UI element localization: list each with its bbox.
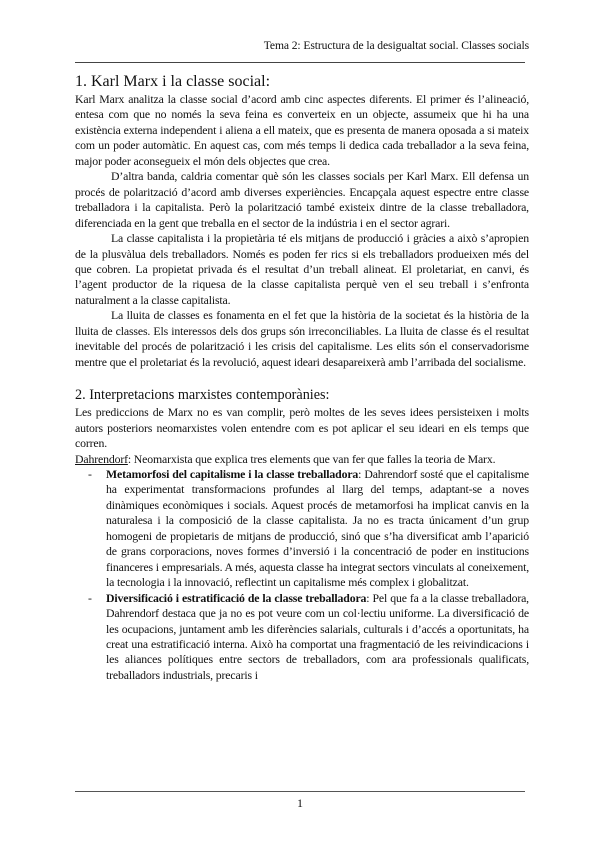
author-text: : Neomarxista que explica tres elements que van fer que falles la teoria de Marx. <box>127 451 496 466</box>
document-body <box>75 71 529 683</box>
list-item-text: : Dahrendorf sosté que el capitalisme ha experimentat transformacions profundes al llarg del temps, adaptant-se a noves dinàmiques econòmiques i socials. Aquest procés de metamorfosi ha implicat canvis en la naturalesa i la composició de la classe capitalista. Ja no es tracta únicament d’un grup homogeni de propietaris de mitjans de producció, sinó que s’ha diversificat amb l’aparició de grans corporacions, noves formes d’inversió i la concentració de poder en institucions financeres i empresarials. A més, aquesta classe ha integrat sectors vinculats al coneixement, la tecnologia i la innovació, reflectint un capitalisme més complex i globalitzat. <box>106 466 529 590</box>
author-paragraph <box>75 452 529 467</box>
section-1-paragraph: La lluita de classes es fonamenta en el fet que la història de la societat és la història de la lluita de classes. Els interessos dels dos grups són irreconciliables. La lluita de classe és el resultat inevitable del procés de polarització i les crisis del capitalisme. Les elits són el conservadorisme mentre que el proletariat és la revolució, aquest ideari desapareixerà amb l’arribada del socialisme. <box>75 308 529 369</box>
section-2-title: 2. Interpretacions marxistes contemporànies: <box>75 387 330 404</box>
list-item-heading: Diversificació i estratificació de la classe treballadora <box>106 590 367 605</box>
page-number: 1 <box>297 796 303 810</box>
section-1-paragraph: Karl Marx analitza la classe social d’acord amb cinc aspectes diferents. El primer és l’alineació, entesa com que no només la seva feina es converteix en un objecte, assumeix que hi ha una existència externa independent i aliena a ell mateix, que es presenta de manera oposada a si mateix com un poder automàtic. En aquest cas, com més temps li dedica cada treballador a la seva feina, major poder aconsegueix el món dels objectes que crea. <box>75 92 529 168</box>
list-item <box>75 591 529 684</box>
header-rule <box>75 62 525 63</box>
dash-bullet: - <box>88 590 92 605</box>
list-item <box>75 467 529 591</box>
running-header: Tema 2: Estructura de la desigualtat social. Classes socials <box>263 39 529 52</box>
list-item-text: : Pel que fa a la classe treballadora, Dahrendorf destaca que ja no es pot veure com un col·lectiu uniforme. La diversificació de les ocupacions, juntament amb les diferències salarials, culturals i d’accés a oportunitats, ha creat una estratificació interna. Això ha comportat una fragmentació de les reivindicacions i les aliances polítiques entre sectors de treballadors, com ara professionals qualificats, treballadors industrials, precaris i <box>106 590 529 682</box>
section-1-paragraph: D’altra banda, caldria comentar què són les classes socials per Karl Marx. Ell defensa un procés de polarització d’acord amb diverses experiències. Encapçala aquest espectre entre classe treballadora i la capitalista. Però la polarització també existeix dintre de la classe treballadora, diferenciada en la gent que treballa en el sector de la indústria i en el sector agrari. <box>75 169 529 230</box>
dash-bullet: - <box>88 466 92 481</box>
author-label: Dahrendorf <box>75 451 128 466</box>
section-1-title: 1. Karl Marx i la classe social: <box>75 73 271 90</box>
section-1-paragraph: La classe capitalista i la propietària té els mitjans de producció i gràcies a això s’apropien de la plusvàlua dels treballadors. Només es poden fer rics si els treballadors produeixen més del que cobren. La propietat privada és el resultat d’un treball alineat. El proletariat, en canvi, és l’agent productor de la riquesa de la classe capitalista perquè ven el seu treball i s’enfronta naturalment a la classe capitalista. <box>75 231 529 307</box>
list-item-heading: Metamorfosi del capitalisme i la classe treballadora <box>106 466 359 481</box>
section-2-intro: Les prediccions de Marx no es van complir, però moltes de les seves idees persisteixen i molts autors posteriors neomarxistes volen entendre com es pot aplicar el seu ideari en els temps que corren. <box>75 405 529 451</box>
footer-rule <box>75 791 525 792</box>
dash-list <box>75 467 529 683</box>
